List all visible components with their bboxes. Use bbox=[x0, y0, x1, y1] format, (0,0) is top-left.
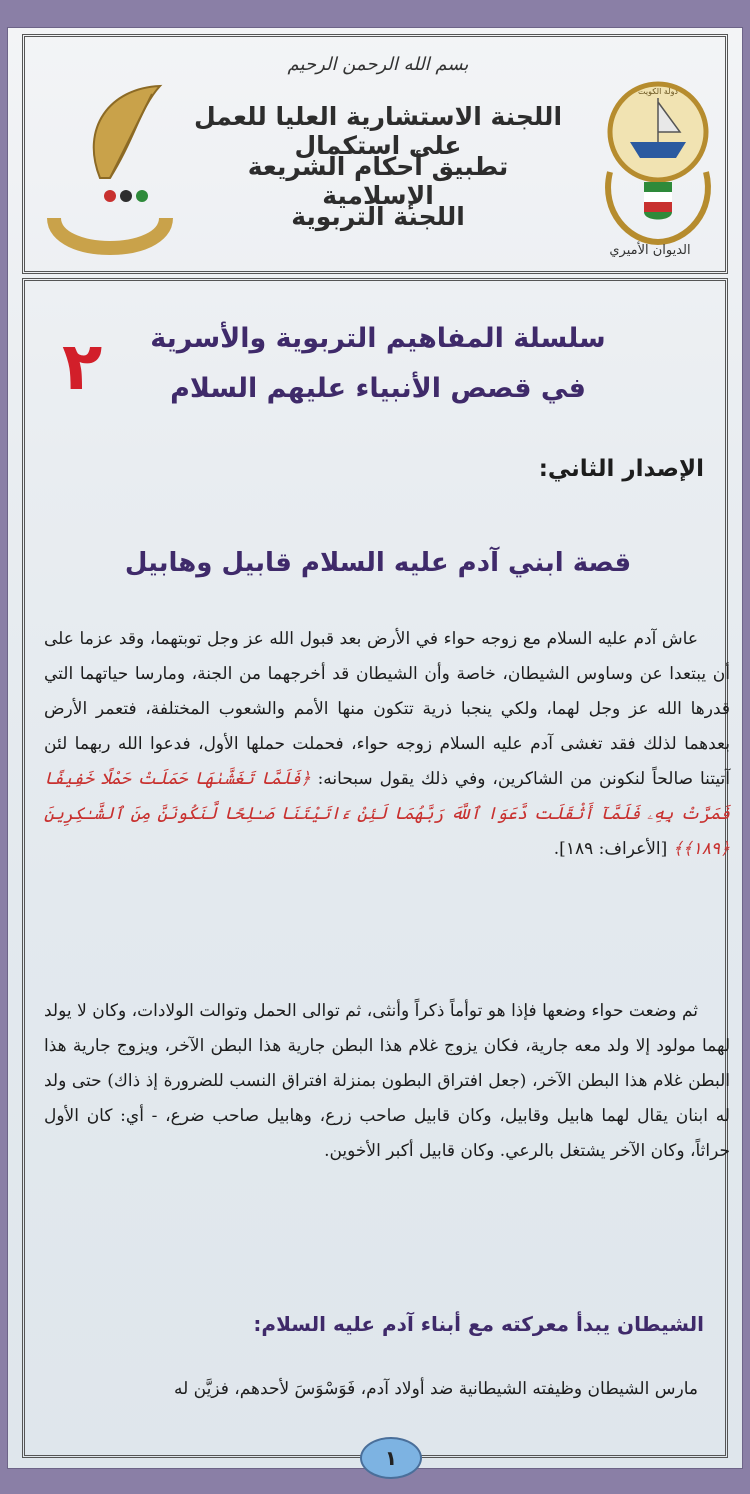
emblem-country: دولة الكويت bbox=[638, 87, 678, 96]
tadn-logo-icon bbox=[40, 68, 180, 258]
paragraph-3: مارس الشيطان وظيفته الشيطانية ضد أولاد آدم، فَوَسْوَسَ لأحدهم، فزيَّن له bbox=[173, 1379, 698, 1399]
series-title-line-1: سلسلة المفاهيم التربوية والأسرية bbox=[150, 323, 606, 354]
page bbox=[8, 28, 742, 1468]
basmala: بسم الله الرحمن الرحيم bbox=[287, 54, 469, 75]
committee-line-1: اللجنة الاستشارية العليا للعمل على استكمال bbox=[193, 102, 563, 160]
amiri-diwan-emblem-icon bbox=[580, 72, 730, 262]
issue-label: الإصدار الثاني: bbox=[538, 456, 704, 482]
series-title-line-2: في قصص الأنبياء عليهم السلام bbox=[170, 373, 586, 404]
paragraph-2: ثم وضعت حواء وضعها فإذا هو توأماً ذكراً وأنثى، ثم توالى الحمل وتوالت الولادات، وكان لا يولد لهما مولود إلا ولد معه جارية، فكان يزوج غلام هذا البطن جارية هذا البطن الآخر، ويزوج جارية هذا البطن غلام هذا البطن الآخر، (جعل افتراق البطون بمنزلة افتراق النسب للضرورة إذ ذاك) حتى ولد له ابنان يقال لهما هابيل وقابيل، وكان قابيل صاحب زرع، وهابيل صاحب ضرع، - أي: كان الأول حراثاً، وكان الآخر يشتغل بالرعي. وكان قابيل أكبر الأخوين. bbox=[44, 1001, 730, 1161]
paragraph-1-text: عاش آدم عليه السلام مع زوجه حواء في الأرض بعد قبول الله عز وجل توبتهما، وقد عزما على أن يبتعدا عن وساوس الشيطان، خاصة وأن الشيطان قد أخرجهما من الجنة، ومارسا حياتهما التي قدرها الله عز وجل لهما، ولكي ينجبا ذرية تتكون منها الأمم والشعوب المختلفة، فتعمر الأرض بعدهما لذلك فقد تغشى آدم عليه السلام زوجه حواء، فحملت حملها الأول، فدعوا الله ربهما لئن آتيتنا صالحاً لنكونن من الشاكرين، وفي ذلك يقول سبحانه: bbox=[44, 629, 730, 789]
paragraph-1 bbox=[44, 622, 730, 867]
story-title: قصة ابني آدم عليه السلام قابيل وهابيل bbox=[124, 548, 632, 578]
series-number: ٢ bbox=[62, 328, 103, 405]
section-subheading: الشيطان يبدأ معركته مع أبناء آدم عليه السلام: bbox=[253, 1312, 704, 1336]
tadn-logo-text: تدن bbox=[109, 244, 111, 245]
quran-reference: [الأعراف: ١٨٩]. bbox=[553, 839, 668, 859]
quran-verse: ﴿فَلَمَّا تَغَشَّىٰهَا حَمَلَتْ حَمْلًا خَفِيفًا فَمَرَّتْ بِهِۦ فَلَمَّآ أَثْقَلَت دَّعَوَا ٱللَّهَ رَبَّهُمَا لَئِنْ ءَاتَيْتَنَا صَـٰلِحًا لَّنَكُونَنَّ مِنَ ٱلشَّـٰكِرِينَ ﴿١٨٩﴾﴾ bbox=[44, 769, 730, 859]
content-frame bbox=[22, 278, 728, 1458]
committee-line-2: تطبيق أحكام الشريعة الإسلامية bbox=[247, 152, 509, 210]
emblem-caption: الديوان الأميري bbox=[609, 243, 691, 258]
page-number-badge: ١ bbox=[360, 1437, 422, 1479]
committee-name: اللجنة التربوية bbox=[291, 202, 465, 231]
